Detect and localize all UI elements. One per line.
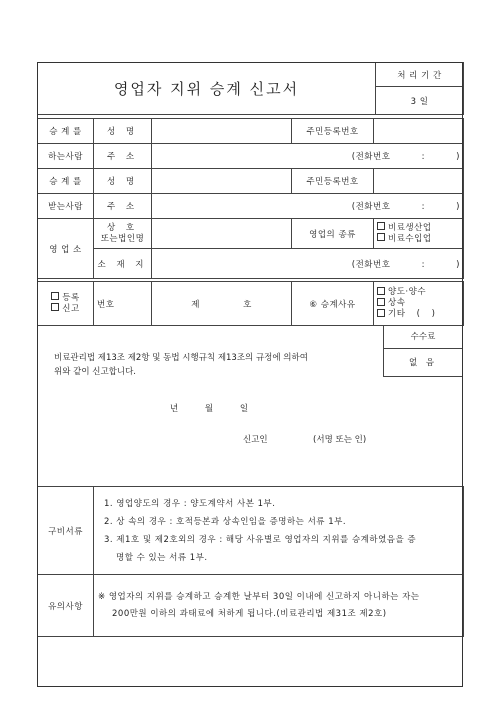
fee-value: 없 음 — [383, 349, 463, 377]
documents-label: 구비서류 — [38, 487, 94, 575]
option-label: 신고 — [62, 303, 80, 314]
fee-label: 수수료 — [383, 325, 463, 349]
registration-no-label: 제 호 — [191, 299, 252, 310]
transferee-label-2: 받는사람 — [38, 194, 94, 219]
note-line-1: ※ 영업자의 지위를 승계하고 승계한 날부터 30일 이내에 신고하지 아니하는 자는 — [98, 591, 420, 602]
trade-name-label-line2: 또는법인명 — [100, 233, 145, 244]
transferee-rrn-label: 주민등록번호 — [292, 169, 374, 194]
transferor-phone-label: (전화번호 : ) — [351, 152, 460, 162]
notes-label: 유의사항 — [38, 575, 94, 637]
option-label: 비료수입업 — [388, 233, 432, 244]
succession-reason-label: ⑥ 승계사유 — [292, 282, 374, 326]
transferor-name-label: 성 명 — [94, 119, 152, 144]
option-label: 상속 — [388, 298, 406, 308]
registration-number-label: 번호 — [94, 282, 152, 326]
business-label: 영 업 소 — [38, 219, 94, 279]
transferor-rrn-label: 주민등록번호 — [292, 119, 374, 144]
transferee-address-label: 주 소 — [94, 194, 152, 219]
transferee-label-1: 승 계 를 — [38, 169, 94, 194]
statement-line-2: 위와 같이 신고합니다. — [54, 367, 137, 377]
document-item: 3. 제1호 및 제2호외의 경우 : 해당 사유별로 영업자의 지위를 승계하였음을 증 — [104, 534, 417, 545]
reporter-label: 신고인 — [243, 435, 268, 445]
processing-period-label: 처 리 기 간 — [376, 63, 464, 87]
business-phone-label: (전화번호 : ) — [351, 259, 460, 270]
document-item: 1. 영업양도의 경우 : 양도계약서 사본 1부. — [104, 498, 276, 509]
signature-label: (서명 또는 인) — [313, 435, 367, 445]
statement-line-1: 비료관리법 제13조 제2항 및 동법 시행규칙 제13조의 규정에 의하여 — [54, 353, 308, 363]
option-label: 비료생산업 — [388, 222, 432, 233]
note-line-2: 200만원 이하의 과태료에 처하게 됩니다.(비료관리법 제31조 제2호) — [112, 608, 387, 619]
trade-name-label-line1: 상 호 — [106, 222, 139, 233]
option-label: 양도·양수 — [388, 287, 427, 297]
processing-period-value: 3 일 — [376, 87, 464, 115]
form-outer-border — [37, 62, 463, 687]
form-title: 영업자 지위 승계 신고서 — [38, 63, 376, 115]
document-item: 2. 상 속의 경우 : 호적등본과 상속인임을 증명하는 서류 1부. — [104, 516, 347, 527]
option-label: 등록 — [62, 292, 80, 303]
transferee-name-label: 성 명 — [94, 169, 152, 194]
option-label: 기타 ( ) — [388, 309, 436, 319]
business-type-label: 영업의 종류 — [292, 219, 374, 249]
transferee-phone-label: (전화번호 : ) — [351, 202, 460, 212]
document-item: 명할 수 있는 서류 1부. — [116, 552, 208, 563]
transferor-label-1: 승 계 를 — [38, 119, 94, 144]
location-label: 소 재 지 — [94, 249, 152, 279]
transferor-address-label: 주 소 — [94, 144, 152, 169]
transferor-label-2: 하는사람 — [38, 144, 94, 169]
declaration-date: 년 월 일 — [170, 404, 249, 414]
